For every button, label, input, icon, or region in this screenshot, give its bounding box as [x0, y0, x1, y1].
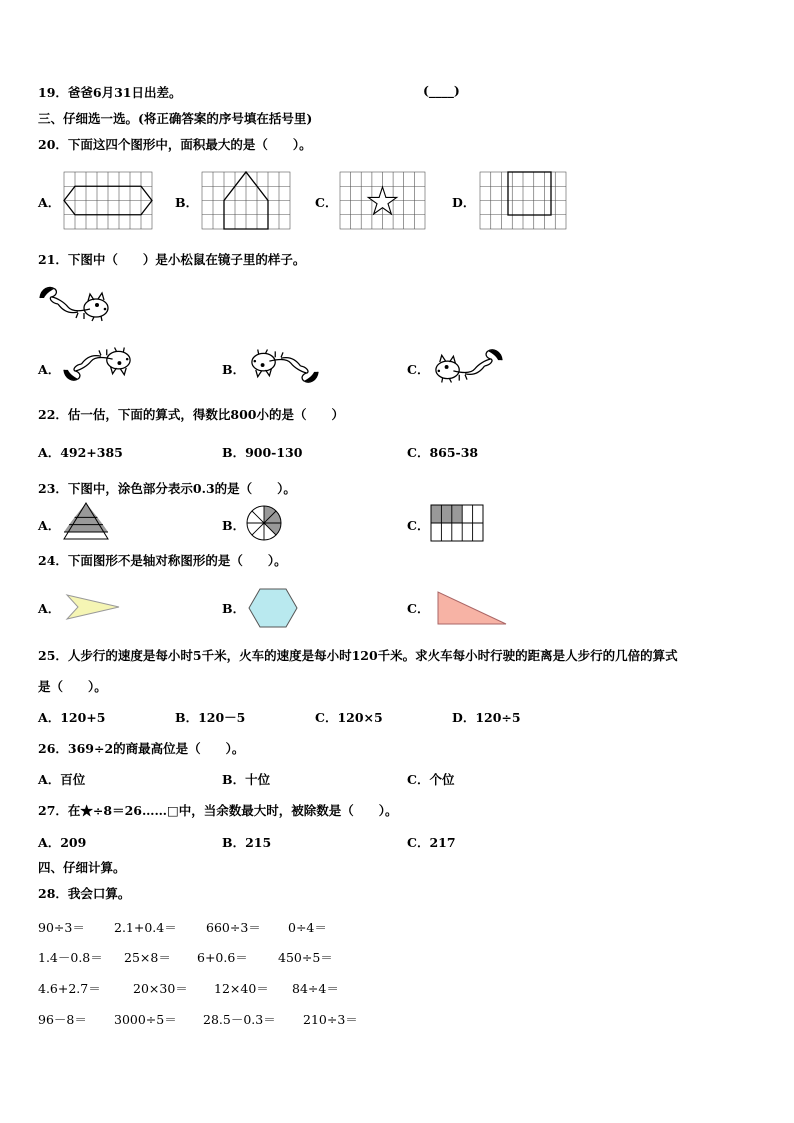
- calc-item[interactable]: 6+0.6＝: [197, 950, 248, 965]
- q23-option-a-label[interactable]: A．: [38, 518, 61, 533]
- q22-option-b[interactable]: B．900-130: [222, 445, 303, 460]
- q20-text: 20．下面这四个图形中，面积最大的是（ ）。: [38, 137, 312, 152]
- q20-option-c-label[interactable]: C．: [315, 195, 338, 210]
- q23-text: 23．下图中，涂色部分表示0.3的是（ ）。: [38, 481, 296, 496]
- calc-item[interactable]: 4.6+2.7＝: [38, 981, 101, 996]
- squirrel-mirror-icon[interactable]: [432, 346, 504, 384]
- q28-text: 28．我会口算。: [38, 886, 131, 901]
- calc-item[interactable]: 2.1+0.4＝: [114, 920, 177, 935]
- calc-item[interactable]: 450÷5＝: [278, 950, 333, 965]
- q20-option-b-label[interactable]: B．: [175, 195, 199, 210]
- calc-item[interactable]: 20×30＝: [133, 981, 188, 996]
- calc-item[interactable]: 84÷4＝: [292, 981, 339, 996]
- q24-right-triangle-figure[interactable]: [437, 591, 507, 625]
- q27-text: 27．在★÷8＝26……□中，当余数最大时，被除数是（ ）。: [38, 803, 398, 818]
- q22-option-a[interactable]: A．492+385: [38, 445, 123, 460]
- q24-hexagon-figure[interactable]: [248, 588, 298, 628]
- calc-item[interactable]: 90÷3＝: [38, 920, 85, 935]
- q25-option-a[interactable]: A．120+5: [38, 710, 106, 725]
- calc-item[interactable]: 3000÷5＝: [114, 1012, 177, 1027]
- calc-item[interactable]: 25×8＝: [124, 950, 171, 965]
- q20-grid-star-figure: [340, 172, 425, 229]
- q25-text-line2: 是（ ）。: [38, 679, 107, 694]
- calc-item[interactable]: 210÷3＝: [303, 1012, 358, 1027]
- q22-option-c[interactable]: C．865-38: [407, 445, 479, 460]
- q19-answer-blank[interactable]: (____): [423, 83, 460, 98]
- q21-option-a-label[interactable]: A．: [38, 362, 61, 377]
- q26-text: 26．369÷2的商最高位是（ ）。: [38, 741, 245, 756]
- q21-text: 21．下图中（ ）是小松鼠在镜子里的样子。: [38, 252, 306, 267]
- q24-arrow-figure[interactable]: [66, 594, 120, 620]
- q23-option-c-label[interactable]: C．: [407, 518, 430, 533]
- q26-option-b[interactable]: B．十位: [222, 772, 271, 787]
- q23-grid-rectangle-figure[interactable]: [431, 505, 483, 541]
- q26-option-a[interactable]: A．百位: [38, 772, 86, 787]
- q25-text-line1: 25．人步行的速度是每小时5千米，火车的速度是每小时120千米。求火车每小时行驶的距离是人步行的几倍的算式: [38, 648, 678, 663]
- q25-option-b[interactable]: B．120－5: [175, 710, 246, 725]
- q27-option-b[interactable]: B．215: [222, 835, 272, 850]
- q20-option-a-label[interactable]: A．: [38, 195, 61, 210]
- q24-option-a-label[interactable]: A．: [38, 601, 61, 616]
- q24-text: 24．下面图形不是轴对称图形的是（ ）。: [38, 553, 287, 568]
- q26-option-c[interactable]: C．个位: [407, 772, 455, 787]
- q22-text: 22．估一估，下面的算式，得数比800小的是（ ）: [38, 407, 344, 422]
- q25-option-d[interactable]: D．120÷5: [452, 710, 521, 725]
- q24-option-b-label[interactable]: B．: [222, 601, 246, 616]
- calc-item[interactable]: 0÷4＝: [288, 920, 327, 935]
- q21-option-c-label[interactable]: C．: [407, 362, 430, 377]
- calc-item[interactable]: 1.4－0.8＝: [38, 950, 103, 965]
- q23-option-b-label[interactable]: B．: [222, 518, 246, 533]
- q19-text: 19．爸爸6月31日出差。: [38, 85, 182, 100]
- calc-item[interactable]: 96－8＝: [38, 1012, 87, 1027]
- q27-option-c[interactable]: C．217: [407, 835, 456, 850]
- calc-item[interactable]: 660÷3＝: [206, 920, 261, 935]
- squirrel-rotated-icon[interactable]: [248, 348, 320, 386]
- calc-item[interactable]: 28.5－0.3＝: [203, 1012, 276, 1027]
- section-3-heading: 三、仔细选一选。(将正确答案的序号填在括号里): [38, 111, 313, 126]
- q20-grid-hexagon-figure: [64, 172, 152, 229]
- q20-option-d-label[interactable]: D．: [452, 195, 476, 210]
- section-4-heading: 四、仔细计算。: [38, 860, 126, 875]
- q21-option-b-label[interactable]: B．: [222, 362, 246, 377]
- q20-grid-pentagon-figure: [202, 172, 290, 229]
- q23-sector-circle-figure[interactable]: [246, 505, 282, 541]
- calc-item[interactable]: 12×40＝: [214, 981, 269, 996]
- q23-striped-triangle-figure[interactable]: [62, 502, 110, 540]
- squirrel-vertical-flip-icon[interactable]: [62, 346, 134, 384]
- q24-option-c-label[interactable]: C．: [407, 601, 430, 616]
- q20-grid-square-figure: [480, 172, 566, 229]
- q27-option-a[interactable]: A．209: [38, 835, 87, 850]
- squirrel-icon: [38, 284, 112, 322]
- q25-option-c[interactable]: C．120×5: [315, 710, 383, 725]
